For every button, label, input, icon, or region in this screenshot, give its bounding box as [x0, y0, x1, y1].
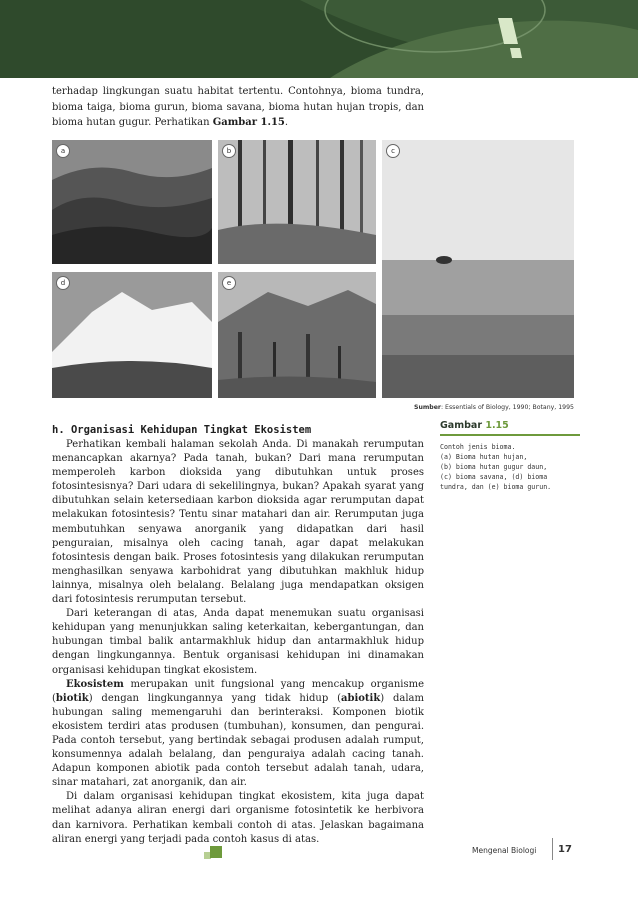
figure-caption	[440, 420, 580, 492]
figure-reference: Gambar 1.15	[212, 117, 285, 128]
photo-label-b: b	[222, 144, 236, 158]
photo-savanna	[382, 140, 574, 398]
paragraph-2: Dari keterangan di atas, Anda dapat menemukan suatu organisasi kehidupan yang menunjukkan saling keterkaitan, kebergantungan, dan hubungan timbal balik antarmakhluk hidup dan antarmakhluk hidup dengan lingkungannya. Bentuk organisasi kehidupan ini dinamakan organisasi kehidupan tingkat ekosistem.	[52, 608, 424, 676]
paragraph-1: Perhatikan kembali halaman sekolah Anda. Di manakah rerumputan menancapkan akarnya? Pada tanah, bukan? Dari mana rerumputan memperoleh karbon dioksida yang dibutuhkan untuk proses fotosintesisnya? Dari udara di sekelilingnya, bukan? Apakah syarat yang dibutuhkan selain ketersediaan karbon dioksida agar rerumputan dapat melakukan fotosintesis? Tentu sinar matahari dan air. Rerumputan juga membutuhkan senyawa anorganik yang didapatkan dari hasil penguraian, misalnya oleh cacing tanah, agar dapat melakukan fotosintesis dengan baik. Proses fotosintesis yang dilakukan rerumputan menghasilkan senyawa karbohidrat yang dibutuhkan makhluk hidup lainnya, misalnya oleh belalang. Belalang juga mendapatkan oksigen dari fotosintesis rerumputan tersebut.	[52, 439, 424, 606]
footer-chapter: Mengenal Biologi	[472, 846, 537, 855]
caption-divider	[440, 434, 580, 436]
image-source: Sumber: Essentials of Biology, 1990; Botany, 1995	[413, 404, 574, 411]
photo-label-c: c	[386, 144, 400, 158]
page-number: 17	[558, 844, 572, 855]
header-band	[0, 0, 638, 78]
photo-deciduous-forest	[218, 140, 376, 264]
photo-rainforest	[52, 140, 212, 264]
photo-label-d: d	[56, 276, 70, 290]
photo-label-a: a	[56, 144, 70, 158]
caption-title: Gambar 1.15	[440, 420, 509, 431]
paragraph-4: Di dalam organisasi kehidupan tingkat ekosistem, kita juga dapat melihat adanya aliran energi dari organisme fotosintetik ke herbivora dan karnivora. Perhatikan kembali contoh di atas. Jelaskan bagaimana aliran energi yang terjadi pada contoh kasus di atas.	[52, 791, 424, 845]
body-text	[52, 438, 424, 847]
footer-ornament	[210, 846, 222, 858]
photo-label-e: e	[222, 276, 236, 290]
footer-divider	[552, 838, 553, 860]
photo-tundra	[52, 272, 212, 398]
photo-desert	[218, 272, 376, 398]
section-heading: h. Organisasi Kehidupan Tingkat Ekosistem	[52, 424, 312, 436]
intro-paragraph: terhadap lingkungan suatu habitat tertentu. Contohnya, bioma tundra, bioma taiga, bioma gurun, bioma savana, bioma hutan hujan tropis, dan bioma hutan gugur. Perhatikan Gambar 1.15.	[52, 86, 424, 128]
caption-text: Contoh jenis bioma. (a) Bioma hutan hujan, (b) bioma hutan gugur daun, (c) bioma savana, (d) bioma tundra, dan (e) bioma gurun.	[440, 443, 552, 491]
paragraph-3: Ekosistem merupakan unit fungsional yang mencakup organisme (biotik) dengan lingkungannya yang tidak hidup (abiotik) dalam hubungan saling memengaruhi dan berinteraksi. Komponen biotik ekosistem terdiri atas produsen (tumbuhan), konsumen, dan pengurai. Pada contoh tersebut, yang bertindak sebagai produsen adalah rumput, konsumennya adalah belalang, dan penguraiya adalah cacing tanah. Adapun komponen abiotik pada contoh tersebut adalah tanah, udara, sinar matahari, zat anorganik, dan air.	[52, 678, 425, 789]
